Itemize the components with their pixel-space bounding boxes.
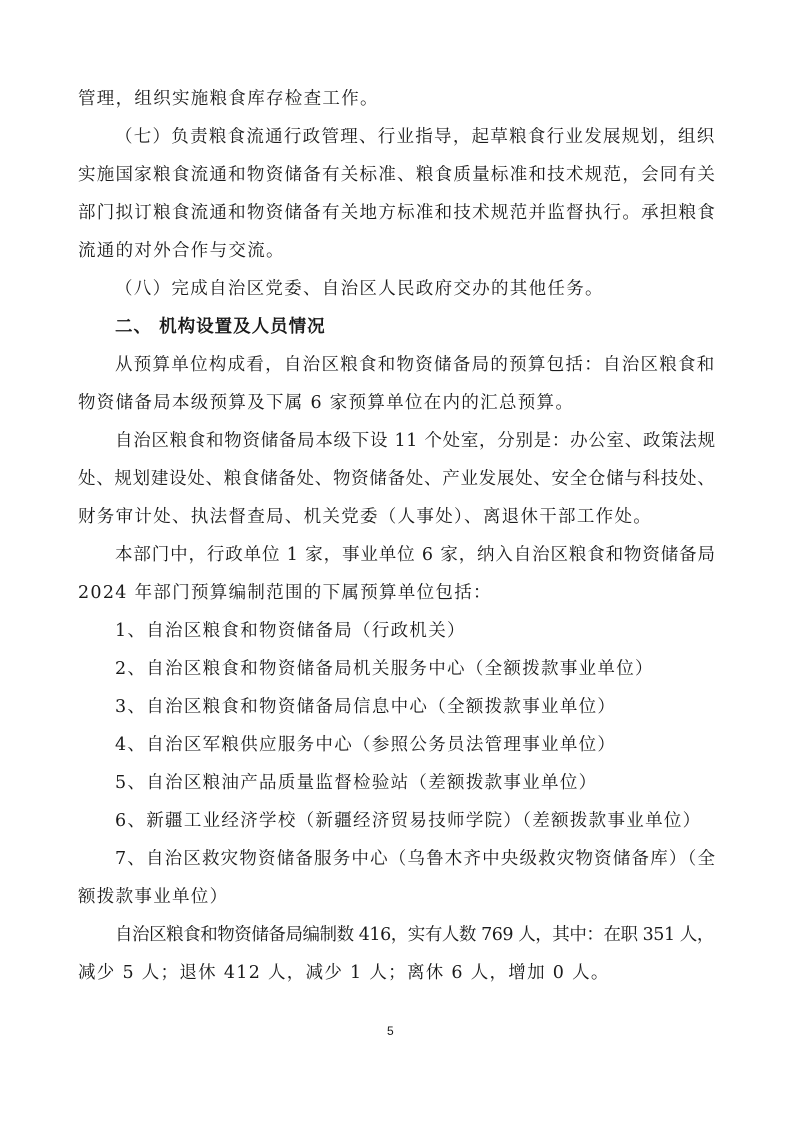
text-line: 部门拟订粮食流通和物资储备有关地方标准和技术规范并监督执行。承担粮食 (78, 203, 717, 223)
list-item: 6、新疆工业经济学校（新疆经济贸易技师学院）（差额拨款事业单位） (115, 811, 702, 831)
text-line: 本部门中，行政单位 1 家，事业单位 6 家，纳入自治区粮食和物资储备局 (115, 545, 716, 565)
text-line: （七）负责粮食流通行政管理、行业指导，起草粮食行业发展规划，组织 (115, 127, 716, 147)
text-line: 自治区粮食和物资储备局编制数 416，实有人数 769 人，其中：在职 351 人， (115, 925, 714, 945)
list-item: 7、自治区救灾物资储备服务中心（乌鲁木齐中央级救灾物资储备库）（全 (115, 849, 717, 869)
text-line: 减少 5 人；退休 412 人，减少 1 人；离休 6 人，增加 0 人。 (78, 963, 610, 983)
text-line: 实施国家粮食流通和物资储备有关标准、粮食质量标准和技术规范，会同有关 (78, 165, 717, 185)
text-line: （八）完成自治区党委、自治区人民政府交办的其他任务。 (115, 279, 604, 299)
text-line: 处、规划建设处、粮食储备处、物资储备处、产业发展处、安全仓储与科技处、 (78, 469, 716, 489)
list-item: 2、自治区粮食和物资储备局机关服务中心（全额拨款事业单位） (115, 659, 654, 679)
text-line: 管理，组织实施粮食库存检查工作。 (78, 89, 379, 109)
text-line: 从预算单位构成看，自治区粮食和物资储备局的预算包括：自治区粮食和 (115, 355, 716, 375)
list-item: 3、自治区粮食和物资储备局信息中心（全额拨款事业单位） (115, 697, 617, 717)
list-item: 1、自治区粮食和物资储备局（行政机关） (115, 621, 466, 641)
text-line: 财务审计处、执法督查局、机关党委（人事处）、离退休干部工作处。 (78, 507, 653, 527)
text-line: 物资储备局本级预算及下属 6 家预算单位在内的汇总预算。 (78, 393, 575, 413)
text-line: 2024 年部门预算编制范围的下属预算单位包括： (78, 583, 492, 603)
list-item-continuation: 额拨款事业单位） (78, 887, 229, 907)
section-heading: 二、 机构设置及人员情况 (115, 317, 326, 337)
page-number: 5 (387, 1024, 394, 1038)
text-line: 流通的对外合作与交流。 (78, 241, 285, 261)
list-item: 5、自治区粮油产品质量监督检验站（差额拨款事业单位） (115, 773, 598, 793)
list-item: 4、自治区军粮供应服务中心（参照公务员法管理事业单位） (115, 735, 617, 755)
text-line: 自治区粮食和物资储备局本级下设 11 个处室，分别是：办公室、政策法规 (115, 431, 716, 451)
